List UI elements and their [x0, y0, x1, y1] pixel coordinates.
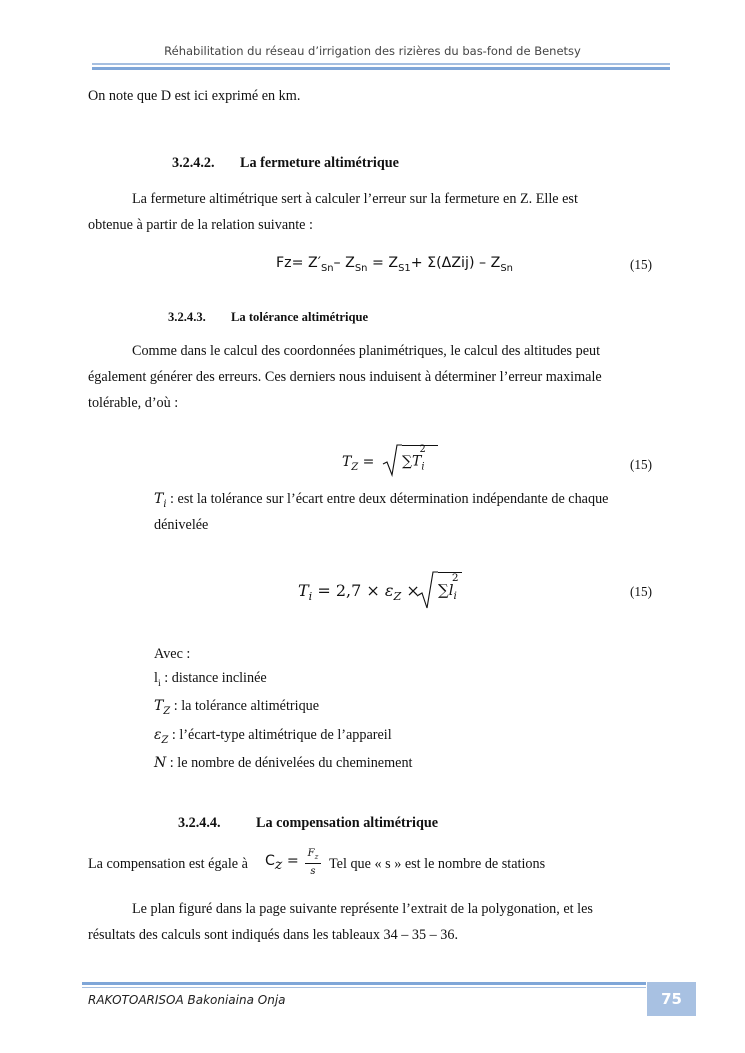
definition-ez: $\varepsilon_Z$ : l’écart-type altimétrique de l’appareil [154, 727, 392, 746]
sqrt-icon [382, 443, 402, 477]
compensation-sentence: La compensation est égale à [88, 856, 248, 872]
footer-rule-thin [82, 987, 646, 988]
section-number: 3.2.4.2. [172, 155, 215, 171]
definition-n: N : le nombre de dénivelées du cheminement [154, 755, 413, 771]
paragraph-line: Le plan figuré dans la page suivante représente l’extrait de la polygonation, et les [132, 901, 593, 917]
section-title: La tolérance altimétrique [231, 310, 369, 324]
definition-tz: $T_Z$ : la tolérance altimétrique [154, 698, 320, 717]
symbol-tz: $T_Z$ [154, 698, 171, 717]
paragraph-line: obtenue à partir de la relation suivante : [88, 217, 313, 233]
page-number: 75 [647, 982, 696, 1016]
equation-number: (15) [630, 257, 652, 272]
paragraph-line: résultats des calculs sont indiqués dans les tableaux 34 – 35 – 36. [88, 927, 458, 943]
footer-rule [82, 982, 646, 985]
paragraph-line: également générer des erreurs. Ces derniers nous induisent à déterminer l’erreur maximale [88, 369, 602, 385]
header-rule [92, 63, 670, 65]
equation-ti: $T_i = 2,7 \times \varepsilon_Z$ × $\sum l_i^2$ [298, 568, 468, 612]
equation-number: (15) [630, 457, 652, 472]
page-header: Réhabilitation du réseau d’irrigation des rizières du bas-fond de Benetsy [164, 44, 581, 58]
definition-ti: $T_i$ : est la tolérance sur l’écart entre deux détermination indépendante de chaque [154, 491, 609, 510]
section-title: La compensation altimétrique [256, 815, 439, 831]
definition-li: $l_i$ : distance inclinée [154, 670, 267, 689]
equation-cz: $C_z$ = $F_z$ s [265, 848, 325, 882]
paragraph-line: tolérable, d’où : [88, 395, 179, 411]
symbol-ez: $\varepsilon_Z$ [154, 727, 169, 746]
paragraph-line: Comme dans le calcul des coordonnées planimétriques, le calcul des altitudes peut [132, 343, 601, 359]
equation-number: (15) [630, 584, 652, 599]
footer-author: RAKOTOARISOA Bakoniaina Onja [88, 993, 286, 1007]
section-title: La fermeture altimétrique [240, 155, 399, 171]
symbol-li: $l_i$ [154, 670, 161, 689]
compensation-note: Tel que « s » est le nombre de stations [329, 856, 546, 872]
symbol-n: N [154, 755, 167, 771]
intro-sentence: On note que D est ici exprimé en km. [88, 88, 301, 104]
symbol-ti: $T_i$ [154, 491, 167, 510]
section-number: 3.2.4.4. [178, 815, 221, 831]
paragraph-line: La fermeture altimétrique sert à calculer l’erreur sur la fermeture en Z. Elle est [132, 191, 578, 207]
avec-label: Avec : [154, 646, 191, 662]
equation-tz: $T_Z$ = $\sum T_i^2$ [342, 443, 442, 477]
section-number: 3.2.4.3. [168, 310, 206, 324]
header-rule-thick [92, 67, 670, 70]
definition-ti-cont: dénivelée [154, 517, 209, 533]
equation-fz: $Fz= Z'_{Sn}-$ $Z_{Sn} = Z_{S1}+ \Sigma(\Delta Zij) - Z_{Sn}$ [276, 255, 513, 274]
sqrt-icon [416, 570, 438, 610]
